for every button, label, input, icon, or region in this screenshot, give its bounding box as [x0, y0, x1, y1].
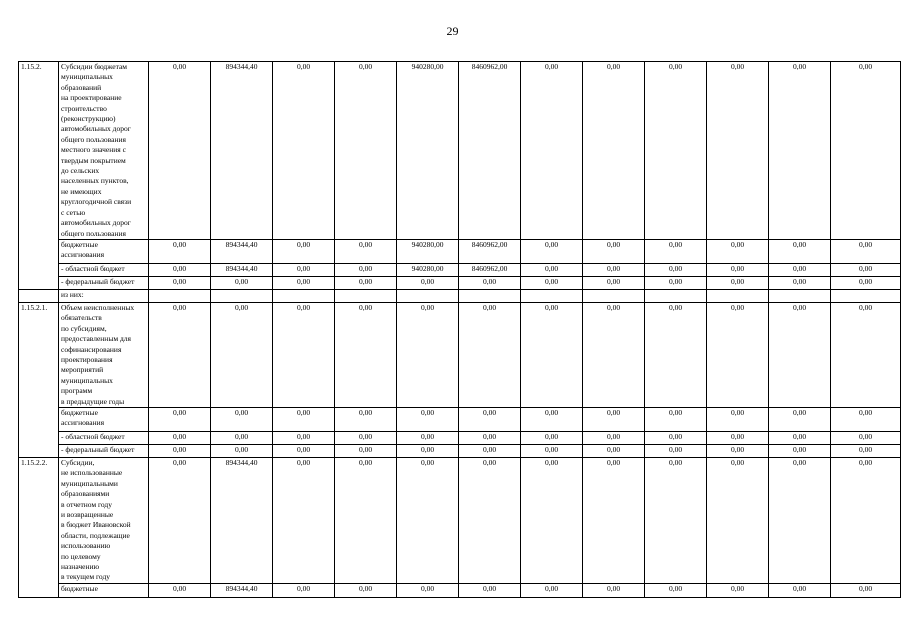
value-cell: 0,00 — [211, 302, 273, 407]
row-description — [59, 302, 149, 407]
description-line: образованиями — [61, 489, 110, 499]
value-cell: 0,00 — [583, 276, 645, 289]
value-cell: 0,00 — [707, 444, 769, 457]
value-cell: 0,00 — [831, 276, 901, 289]
table-row — [19, 276, 901, 289]
description-line: бюджетные — [61, 407, 98, 417]
description-line: населенных пунктов, — [61, 176, 129, 186]
value-cell: 0,00 — [335, 263, 397, 276]
value-cell — [397, 289, 459, 302]
value-cell: 0,00 — [335, 302, 397, 407]
value-cell: 0,00 — [335, 239, 397, 263]
description-line: твердым покрытием — [61, 155, 126, 165]
value-cell — [149, 289, 211, 302]
value-cell: 0,00 — [397, 583, 459, 597]
value-cell: 0,00 — [707, 407, 769, 431]
row-description — [59, 239, 149, 263]
value-cell: 0,00 — [769, 407, 831, 431]
table-body — [19, 62, 901, 598]
row-description — [59, 276, 149, 289]
value-cell — [521, 289, 583, 302]
value-cell: 0,00 — [831, 444, 901, 457]
description-line: муниципальными — [61, 478, 118, 488]
description-line: круглогодичной связи — [61, 197, 132, 207]
table-row — [19, 62, 901, 240]
table-row — [19, 431, 901, 444]
value-cell: 0,00 — [521, 444, 583, 457]
value-cell: 0,00 — [273, 407, 335, 431]
description-line: Субсидии, — [61, 457, 95, 467]
description-line: местного значения с — [61, 145, 126, 155]
value-cell: 0,00 — [707, 239, 769, 263]
value-cell: 0,00 — [707, 457, 769, 583]
value-cell: 0,00 — [211, 276, 273, 289]
value-cell: 940280,00 — [397, 239, 459, 263]
description-line: в текущем году — [61, 572, 111, 582]
value-cell — [459, 289, 521, 302]
value-cell: 0,00 — [583, 62, 645, 240]
value-cell: 0,00 — [335, 583, 397, 597]
value-cell — [211, 289, 273, 302]
description-line: муниципальных — [61, 375, 113, 385]
value-cell: 0,00 — [211, 431, 273, 444]
value-cell: 0,00 — [149, 302, 211, 407]
value-cell — [583, 289, 645, 302]
value-cell: 0,00 — [397, 431, 459, 444]
value-cell: 0,00 — [335, 444, 397, 457]
value-cell: 0,00 — [149, 62, 211, 240]
value-cell: 0,00 — [769, 431, 831, 444]
description-line: общего пользования — [61, 134, 126, 144]
value-cell: 0,00 — [273, 276, 335, 289]
value-cell: 0,00 — [273, 263, 335, 276]
table-row — [19, 444, 901, 457]
value-cell: 0,00 — [769, 457, 831, 583]
value-cell: 0,00 — [459, 431, 521, 444]
value-cell — [707, 289, 769, 302]
value-cell: 0,00 — [645, 263, 707, 276]
value-cell: 894344,40 — [211, 239, 273, 263]
value-cell: 0,00 — [769, 583, 831, 597]
value-cell: 0,00 — [583, 583, 645, 597]
value-cell: 0,00 — [583, 263, 645, 276]
value-cell: 0,00 — [459, 302, 521, 407]
value-cell: 0,00 — [521, 263, 583, 276]
value-cell: 940280,00 — [397, 62, 459, 240]
value-cell: 0,00 — [521, 239, 583, 263]
table-row — [19, 583, 901, 597]
description-line: использованию — [61, 541, 111, 551]
value-cell: 0,00 — [149, 431, 211, 444]
value-cell: 0,00 — [645, 457, 707, 583]
description-line: муниципальных — [61, 72, 113, 82]
value-cell: 894344,40 — [211, 457, 273, 583]
description-line: бюджетные — [61, 583, 98, 593]
description-line: на проектирование — [61, 93, 122, 103]
description-line: предоставленным для — [61, 334, 131, 344]
table-row — [19, 289, 901, 302]
value-cell: 0,00 — [149, 239, 211, 263]
value-cell: 0,00 — [583, 457, 645, 583]
value-cell: 0,00 — [831, 583, 901, 597]
value-cell: 894344,40 — [211, 62, 273, 240]
description-line: софинансирования — [61, 344, 122, 354]
description-line: проектирования — [61, 354, 113, 364]
row-description — [59, 583, 149, 597]
value-cell: 0,00 — [459, 444, 521, 457]
value-cell: 0,00 — [831, 62, 901, 240]
description-line: не имеющих — [61, 186, 102, 196]
value-cell: 0,00 — [769, 444, 831, 457]
value-cell — [273, 289, 335, 302]
value-cell: 0,00 — [645, 444, 707, 457]
value-cell: 0,00 — [459, 583, 521, 597]
value-cell: 0,00 — [521, 407, 583, 431]
row-description — [59, 457, 149, 583]
value-cell: 0,00 — [583, 431, 645, 444]
value-cell: 0,00 — [397, 457, 459, 583]
description-line: - областной бюджет — [61, 263, 125, 273]
value-cell: 894344,40 — [211, 263, 273, 276]
table-row — [19, 407, 901, 431]
page-number: 29 — [446, 24, 459, 38]
value-cell: 0,00 — [211, 407, 273, 431]
description-line: в бюджет Ивановской — [61, 520, 131, 530]
row-description — [59, 444, 149, 457]
value-cell: 0,00 — [335, 431, 397, 444]
value-cell: 0,00 — [521, 583, 583, 597]
description-line: общего пользования — [61, 228, 126, 238]
row-description — [59, 263, 149, 276]
value-cell: 0,00 — [769, 276, 831, 289]
value-cell: 0,00 — [273, 583, 335, 597]
description-line: автомобильных дорог — [61, 218, 131, 228]
value-cell: 0,00 — [707, 276, 769, 289]
value-cell: 0,00 — [273, 444, 335, 457]
value-cell: 0,00 — [521, 62, 583, 240]
row-code: 1.15.2. — [19, 62, 59, 290]
value-cell: 0,00 — [397, 302, 459, 407]
row-code: 1.15.2.2. — [19, 457, 59, 597]
description-line: - областной бюджет — [61, 431, 125, 441]
value-cell: 0,00 — [335, 276, 397, 289]
description-line: с сетью — [61, 207, 86, 217]
row-description — [59, 289, 149, 302]
value-cell: 8460962,00 — [459, 263, 521, 276]
value-cell: 0,00 — [521, 431, 583, 444]
value-cell: 0,00 — [831, 263, 901, 276]
value-cell: 0,00 — [273, 302, 335, 407]
description-line: по субсидиям, — [61, 323, 107, 333]
budget-table — [18, 61, 901, 598]
table-row — [19, 263, 901, 276]
description-line: в отчетном году — [61, 499, 112, 509]
value-cell: 894344,40 — [211, 583, 273, 597]
value-cell: 0,00 — [273, 431, 335, 444]
value-cell — [831, 289, 901, 302]
description-line: Субсидии бюджетам — [61, 62, 128, 71]
description-line: назначению — [61, 562, 100, 572]
value-cell: 0,00 — [397, 407, 459, 431]
row-description — [59, 431, 149, 444]
value-cell: 0,00 — [583, 407, 645, 431]
value-cell: 0,00 — [459, 276, 521, 289]
value-cell: 0,00 — [831, 239, 901, 263]
value-cell: 0,00 — [583, 302, 645, 407]
value-cell: 0,00 — [831, 407, 901, 431]
value-cell: 0,00 — [211, 444, 273, 457]
value-cell: 0,00 — [397, 444, 459, 457]
value-cell: 0,00 — [149, 276, 211, 289]
value-cell: 0,00 — [521, 457, 583, 583]
value-cell — [335, 289, 397, 302]
value-cell: 0,00 — [645, 62, 707, 240]
value-cell: 0,00 — [645, 431, 707, 444]
description-line: из них: — [61, 289, 84, 299]
table-row — [19, 302, 901, 407]
value-cell — [645, 289, 707, 302]
description-line: в предыдущие годы — [61, 396, 125, 406]
description-line: программ — [61, 386, 93, 396]
description-line: - федеральный бюджет — [61, 276, 135, 286]
value-cell: 0,00 — [521, 276, 583, 289]
description-line: не использованные — [61, 468, 123, 478]
value-cell: 940280,00 — [397, 263, 459, 276]
value-cell: 0,00 — [769, 239, 831, 263]
value-cell: 0,00 — [149, 583, 211, 597]
value-cell: 0,00 — [769, 302, 831, 407]
value-cell: 8460962,00 — [459, 239, 521, 263]
row-code — [19, 289, 59, 302]
value-cell: 0,00 — [149, 457, 211, 583]
description-line: ассигнования — [61, 250, 105, 260]
value-cell — [769, 289, 831, 302]
value-cell: 0,00 — [831, 431, 901, 444]
value-cell: 0,00 — [707, 302, 769, 407]
row-description — [59, 407, 149, 431]
description-line: образований — [61, 82, 102, 92]
value-cell: 0,00 — [645, 407, 707, 431]
value-cell: 0,00 — [707, 62, 769, 240]
value-cell: 0,00 — [769, 263, 831, 276]
value-cell: 0,00 — [645, 302, 707, 407]
value-cell: 0,00 — [583, 239, 645, 263]
description-line: по целевому — [61, 551, 101, 561]
value-cell: 0,00 — [149, 444, 211, 457]
description-line: автомобильных дорог — [61, 124, 131, 134]
value-cell: 0,00 — [645, 276, 707, 289]
row-code: 1.15.2.1. — [19, 302, 59, 457]
description-line: мероприятий — [61, 365, 104, 375]
value-cell: 0,00 — [769, 62, 831, 240]
description-line: бюджетные — [61, 239, 98, 249]
value-cell: 0,00 — [521, 302, 583, 407]
value-cell: 0,00 — [335, 407, 397, 431]
value-cell: 0,00 — [273, 239, 335, 263]
description-line: обязательств — [61, 313, 102, 323]
value-cell: 0,00 — [831, 302, 901, 407]
value-cell: 0,00 — [645, 583, 707, 597]
value-cell: 0,00 — [707, 431, 769, 444]
description-line: области, подлежащие — [61, 530, 130, 540]
description-line: Объем неисполненных — [61, 302, 135, 312]
value-cell: 0,00 — [459, 457, 521, 583]
table-row — [19, 239, 901, 263]
value-cell: 0,00 — [335, 457, 397, 583]
table-row — [19, 457, 901, 583]
description-line: (реконструкцию) — [61, 114, 116, 124]
row-description — [59, 62, 149, 240]
value-cell: 0,00 — [831, 457, 901, 583]
value-cell: 0,00 — [273, 62, 335, 240]
value-cell: 0,00 — [335, 62, 397, 240]
value-cell: 0,00 — [397, 276, 459, 289]
description-line: строительство — [61, 103, 107, 113]
value-cell: 8460962,00 — [459, 62, 521, 240]
description-line: до сельских — [61, 166, 100, 176]
value-cell: 0,00 — [707, 263, 769, 276]
value-cell: 0,00 — [273, 457, 335, 583]
value-cell: 0,00 — [583, 444, 645, 457]
value-cell: 0,00 — [459, 407, 521, 431]
value-cell: 0,00 — [149, 263, 211, 276]
description-line: ассигнования — [61, 418, 105, 428]
description-line: - федеральный бюджет — [61, 444, 135, 454]
description-line: и возвращенные — [61, 510, 114, 519]
value-cell: 0,00 — [149, 407, 211, 431]
value-cell: 0,00 — [707, 583, 769, 597]
value-cell: 0,00 — [645, 239, 707, 263]
